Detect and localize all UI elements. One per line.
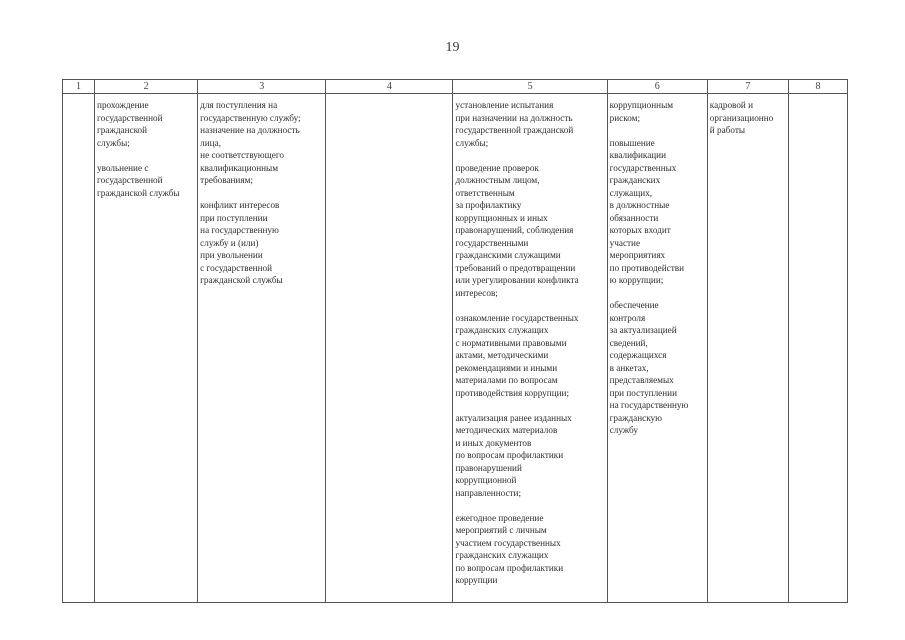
cell-text: установление испытания при назначении на должность государственной гражданской службы; проведение проверок должностным лицом, ответственным за профилактику коррупционных и иных правонарушений, соблюдения государственными гражданскими служащими требований о предотвращении или урегулировании конфликта интересов; ознакомление государственных гражданских служащих с нормативными правовыми актами, методическими рекомендациями и иными материалами по вопросам противодействия коррупции; актуализация ранее изданных методических материалов и иных документов по вопросам профилактики правонарушений коррупционной направленности; ежегодное проведение мероприятий с личным участием государственных гражданских служащих по вопросам профилактики коррупции: [455, 100, 579, 585]
column-header-7: 7: [707, 80, 788, 94]
table-row: [63, 94, 848, 603]
table-header-row: [63, 80, 848, 94]
table-cell-col8: [788, 94, 847, 603]
table-cell-col1: [63, 94, 95, 603]
cell-text: прохождение государственной гражданской службы; увольнение с государственной гражданской службы: [97, 100, 180, 198]
column-header-8: 8: [788, 80, 847, 94]
cell-text: [326, 94, 452, 99]
table-cell-col3: [198, 94, 326, 603]
column-header-1: 1: [63, 80, 95, 94]
column-header-5: 5: [453, 80, 607, 94]
cell-text: для поступления на государственную службу; назначение на должность лица, не соответствующего квалификационным требованиям; конфликт интересов при поступлении на государственную службу и (или) при увольнении с государственной гражданской службы: [200, 100, 301, 285]
cell-text: кадровой и организационно й работы: [709, 100, 774, 135]
cell-text: [63, 94, 94, 99]
table-cell-col5: [453, 94, 607, 603]
document-table: [62, 79, 848, 603]
column-header-2: 2: [95, 80, 198, 94]
page-number: 19: [445, 40, 460, 55]
table-cell-col2: [95, 94, 198, 603]
table-cell-col7: [707, 94, 788, 603]
column-header-6: 6: [607, 80, 707, 94]
cell-text: коррупционным риском; повышение квалификации государственных гражданских служащих, в должностные обязанности которых входит участие мероприятиях по противодействи ю коррупции; обеспечение контроля за актуализацией сведений, содержащихся в анкетах, представляемых при поступлении на государственную гражданскую службу: [609, 100, 689, 435]
table-cell-col4: [326, 94, 453, 603]
column-header-4: 4: [326, 80, 453, 94]
table-cell-col6: [607, 94, 707, 603]
column-header-3: 3: [198, 80, 326, 94]
cell-text: [789, 94, 847, 99]
